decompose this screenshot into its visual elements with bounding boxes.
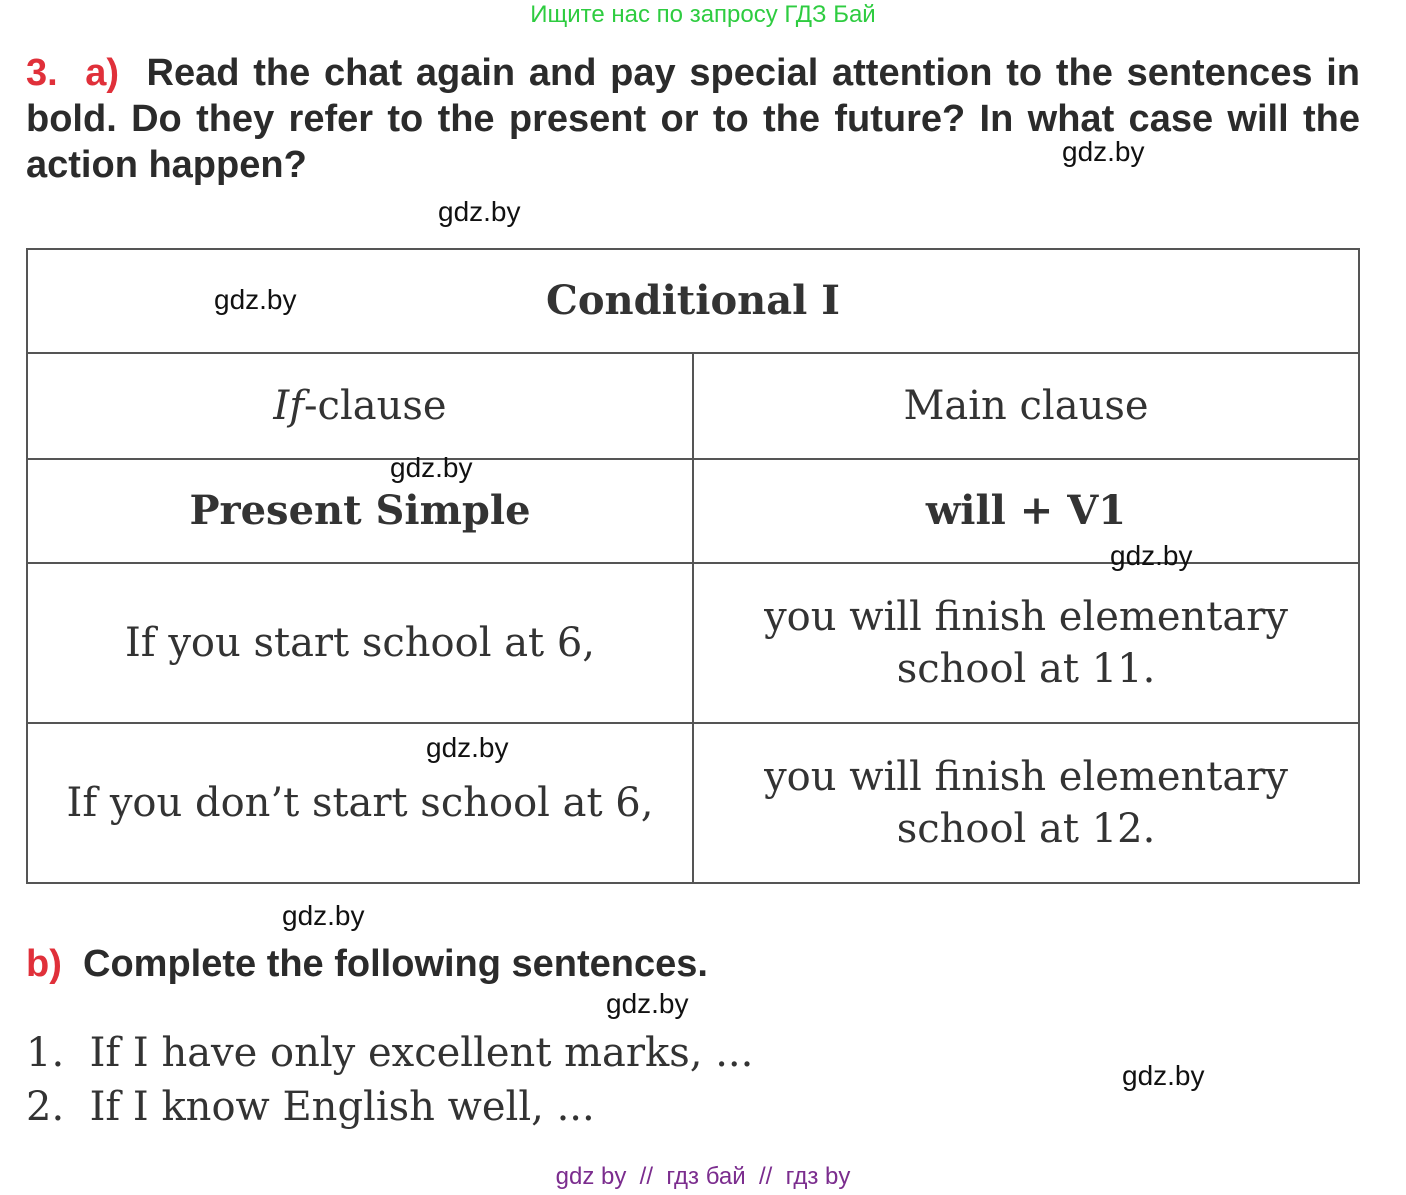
watermark: gdz.by (390, 452, 473, 483)
main-clause-header: Main clause (693, 353, 1359, 459)
watermark: gdz.by (606, 988, 689, 1019)
if-word: If (273, 383, 305, 429)
if-clause-header (27, 353, 693, 459)
task-number: 3. (26, 52, 58, 94)
main-clause-example: you will finish elementary school at 11. (693, 563, 1359, 723)
part-b-instruction: Complete the following sentences. (83, 943, 708, 985)
table-row (27, 723, 1359, 883)
table-title: Conditional I (27, 249, 1359, 353)
watermark: gdz.by (426, 732, 509, 763)
watermark: gdz.by (282, 900, 365, 931)
main-clause-form: will + V1 (693, 459, 1359, 563)
watermark: gdz.by (1110, 540, 1193, 571)
table-row (27, 563, 1359, 723)
task-heading (26, 50, 1360, 188)
if-clause-example: If you don’t start school at 6, (27, 723, 693, 883)
if-clause-example: If you start school at 6, (27, 563, 693, 723)
part-a-text: Read the chat again and pay special attention to the sentences in bold. Do they refer to the present or to the future? In what case will the action happen? (26, 52, 1360, 186)
item-text: If I have only excellent marks, ... (89, 1030, 754, 1076)
watermark: gdz.by (1122, 1060, 1205, 1091)
watermark: gdz.by (214, 284, 297, 315)
clause-word: -clause (304, 383, 447, 429)
sentence-list (26, 1026, 753, 1134)
part-a-letter: a) (85, 52, 120, 94)
footer: gdz by // гдз бай // гдз by (555, 1163, 851, 1190)
list-item (26, 1080, 753, 1134)
main-clause-example: you will finish elementary school at 12. (693, 723, 1359, 883)
watermark: gdz.by (1062, 136, 1145, 167)
item-text: If I know English well, ... (89, 1084, 595, 1130)
list-item (26, 1026, 753, 1080)
watermark: gdz.by (438, 196, 521, 227)
part-b-heading (26, 940, 708, 988)
item-number: 1. (26, 1030, 65, 1076)
top-banner: Ищите нас по запросу ГДЗ Бай (530, 1, 876, 28)
item-number: 2. (26, 1084, 65, 1130)
table-header-row (27, 353, 1359, 459)
part-b-letter: b) (26, 943, 62, 985)
if-clause-form: Present Simple (27, 459, 693, 563)
